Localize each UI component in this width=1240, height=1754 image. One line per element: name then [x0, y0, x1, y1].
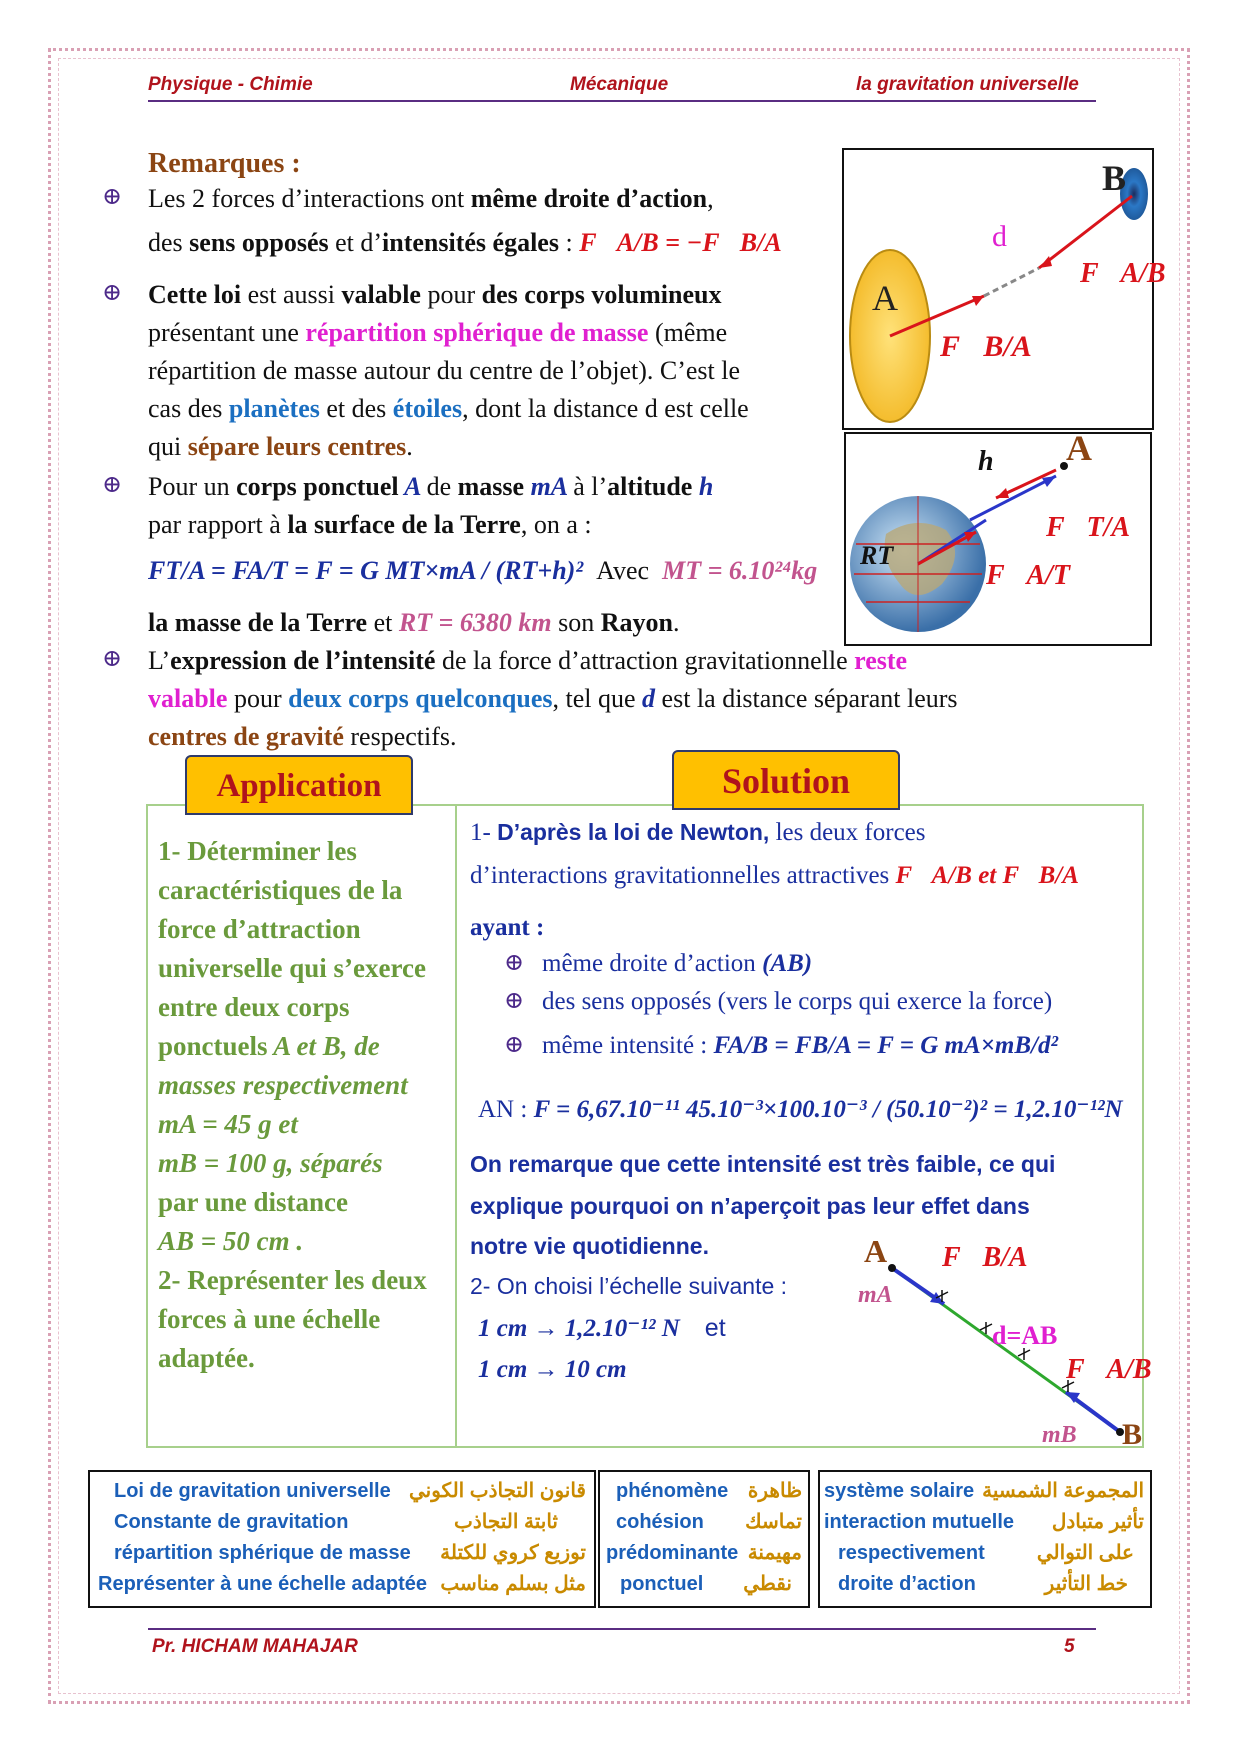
solution-bullet-3: même intensité : FA/B = FB/A = F = G mA×mB/d²	[542, 1032, 1058, 1059]
label-rt: RT	[860, 541, 894, 570]
label-d: d=AB	[992, 1321, 1058, 1350]
solution-scale-length: 1 cm → 10 cm	[478, 1356, 627, 1383]
label-force-at: F⃗A/T	[986, 560, 1071, 591]
solution-remark-1: On remarque que cette intensité est très faible, ce qui	[470, 1151, 1056, 1177]
solution-line-1: 1- D’après la loi de Newton, les deux forces	[470, 819, 926, 846]
remark-3-line-3: FT/A = FA/T = F = G MT×mA / (RT+h)² Avec MT = 6.10²⁴kg	[148, 556, 818, 585]
crosshair-bullet-icon: ⊕	[102, 472, 123, 498]
header-chapter: Mécanique	[570, 74, 669, 95]
solution-scale-force: 1 cm → 1,2.10⁻¹² N et	[478, 1314, 726, 1342]
vocab-row: Loi de gravitation universelle قانون التجاذب الكوني	[114, 1480, 586, 1502]
solution-numerical: AN : F = 6,67.10⁻¹¹ 45.10⁻³×100.10⁻³ / (50.10⁻²)² = 1,2.10⁻¹²N	[478, 1096, 1123, 1123]
scaled-forces-diagram	[858, 1232, 1152, 1452]
crosshair-bullet-icon: ⊕	[102, 280, 123, 306]
remark-3-line-1: Pour un corps ponctuel A de masse mA à l’altitude h	[148, 472, 714, 501]
application-statement: 1- Déterminer les caractéristiques de la force d’attraction universelle qui s’exerce entre deux corps ponctuels A et B, de masses respectivement mA = 45 g et mB = 100 g, séparés par une distance AB = 50 cm . 2- Représenter les deux forces à une échelle adaptée.	[158, 836, 427, 1373]
label-a: A	[1066, 428, 1092, 468]
vocab-row: prédominante مهيمنة	[606, 1542, 802, 1564]
remark-2-line-1: Cette loi est aussi valable pour des corps volumineux	[148, 280, 722, 309]
vocab-row: phénomène ظاهرة	[616, 1480, 802, 1502]
footer-author: Pr. HICHAM MAHAJAR	[152, 1636, 358, 1657]
remark-2-line-5: qui sépare leurs centres.	[148, 432, 413, 461]
vocab-box-3	[818, 1470, 1152, 1608]
vocab-box-1	[88, 1470, 596, 1608]
remark-2-line-4: cas des planètes et des étoiles, dont la distance d est celle	[148, 394, 749, 423]
vocab-row: répartition sphérique de masse توزيع كروي للكتلة	[114, 1542, 586, 1564]
remark-4-line-3: centres de gravité respectifs.	[148, 722, 457, 751]
remark-2-line-2: présentant une répartition sphérique de masse (même	[148, 318, 728, 347]
solution-remark-2: explique pourquoi on n’aperçoit pas leur effet dans	[470, 1193, 1030, 1219]
altitude-arrow	[970, 476, 1056, 520]
remark-3-line-4: la masse de la Terre et RT = 6380 km son Rayon.	[148, 608, 680, 637]
label-force-ba: F⃗B/A	[940, 330, 1032, 363]
header-topic: la gravitation universelle	[856, 74, 1079, 95]
figure-scaled-forces	[858, 1232, 1152, 1452]
footer-rule	[148, 1628, 1096, 1630]
application-tab: Application	[185, 755, 413, 815]
label-ma: mA	[858, 1282, 893, 1308]
vocab-row: cohésion تماسك	[616, 1511, 802, 1533]
remarks-title: Remarques :	[148, 148, 301, 179]
formula-earth-force: FT/A = FA/T = F = G MT×mA / (RT+h)²	[148, 556, 584, 585]
vocab-row: Représenter à une échelle adaptée مثل بسلم مناسب	[98, 1573, 586, 1595]
solution-scale-intro: 2- On choisi l’échelle suivante :	[470, 1273, 788, 1299]
crosshair-bullet-icon: ⊕	[504, 988, 525, 1014]
remark-3-line-2: par rapport à la surface de la Terre, on a :	[148, 510, 592, 539]
vocab-row: interaction mutuelle تأثير متبادل	[824, 1511, 1144, 1533]
vocab-row: système solaire المجموعة الشمسية	[824, 1480, 1144, 1502]
label-a: A	[864, 1233, 888, 1269]
crosshair-bullet-icon: ⊕	[102, 646, 123, 672]
earth-diagram	[846, 428, 1150, 644]
solution-bullet-1: même droite d’action (AB)	[542, 950, 813, 977]
two-bodies-diagram	[844, 150, 1166, 428]
remark-1-line-1: Les 2 forces d’interactions ont même droite d’action,	[148, 184, 714, 213]
remark-4-line-1: L’expression de l’intensité de la force d’attraction gravitationnelle reste	[148, 646, 908, 675]
label-force-ab: F⃗A/B	[1080, 258, 1166, 289]
label-d: d	[992, 220, 1007, 253]
vocab-row: ponctuel نقطي	[620, 1573, 792, 1595]
header-subject: Physique - Chimie	[148, 74, 313, 95]
solution-bullet-2: des sens opposés (vers le corps qui exerce la force)	[542, 988, 1053, 1015]
page-number: 5	[1064, 1636, 1075, 1657]
solution-line-2: d’interactions gravitationnelles attractives F⃗A/B et F⃗B/A	[470, 862, 1079, 889]
crosshair-bullet-icon: ⊕	[504, 1032, 525, 1058]
label-a: A	[872, 278, 898, 318]
vocab-row: droite d’action خط التأثير	[838, 1573, 1128, 1595]
solution-line-3: ayant :	[470, 914, 545, 941]
remark-1-line-2: des sens opposés et d’intensités égales : F⃗A/B = −F⃗B/A	[148, 228, 782, 257]
label-force-ta: F⃗T/A	[1046, 512, 1131, 543]
header-rule	[148, 100, 1096, 102]
vocab-row: respectivement على التوالي	[838, 1542, 1134, 1564]
vocab-row: Constante de gravitation ثابتة التجاذب	[114, 1511, 558, 1533]
solution-remark-3: notre vie quotidienne.	[470, 1233, 709, 1259]
label-force-ab: F⃗A/B	[1066, 1354, 1152, 1385]
label-b: B	[1122, 1418, 1143, 1451]
crosshair-bullet-icon: ⊕	[102, 184, 123, 210]
formula-reciprocal: F⃗A/B = −F⃗B/A	[579, 228, 782, 257]
label-mb: mB	[1042, 1422, 1077, 1448]
label-h: h	[978, 446, 994, 477]
vocab-box-2	[598, 1470, 810, 1608]
figure-earth	[844, 428, 1152, 646]
remark-2-line-3: répartition de masse autour du centre de l’objet). C’est le	[148, 356, 741, 385]
crosshair-bullet-icon: ⊕	[504, 950, 525, 976]
remark-4-line-2: valable pour deux corps quelconques, tel que d est la distance séparant leurs	[148, 684, 958, 713]
label-b: B	[1102, 158, 1127, 198]
figure-two-bodies	[842, 148, 1166, 430]
solution-tab: Solution	[672, 750, 900, 810]
label-force-ba: F⃗B/A	[942, 1242, 1028, 1273]
